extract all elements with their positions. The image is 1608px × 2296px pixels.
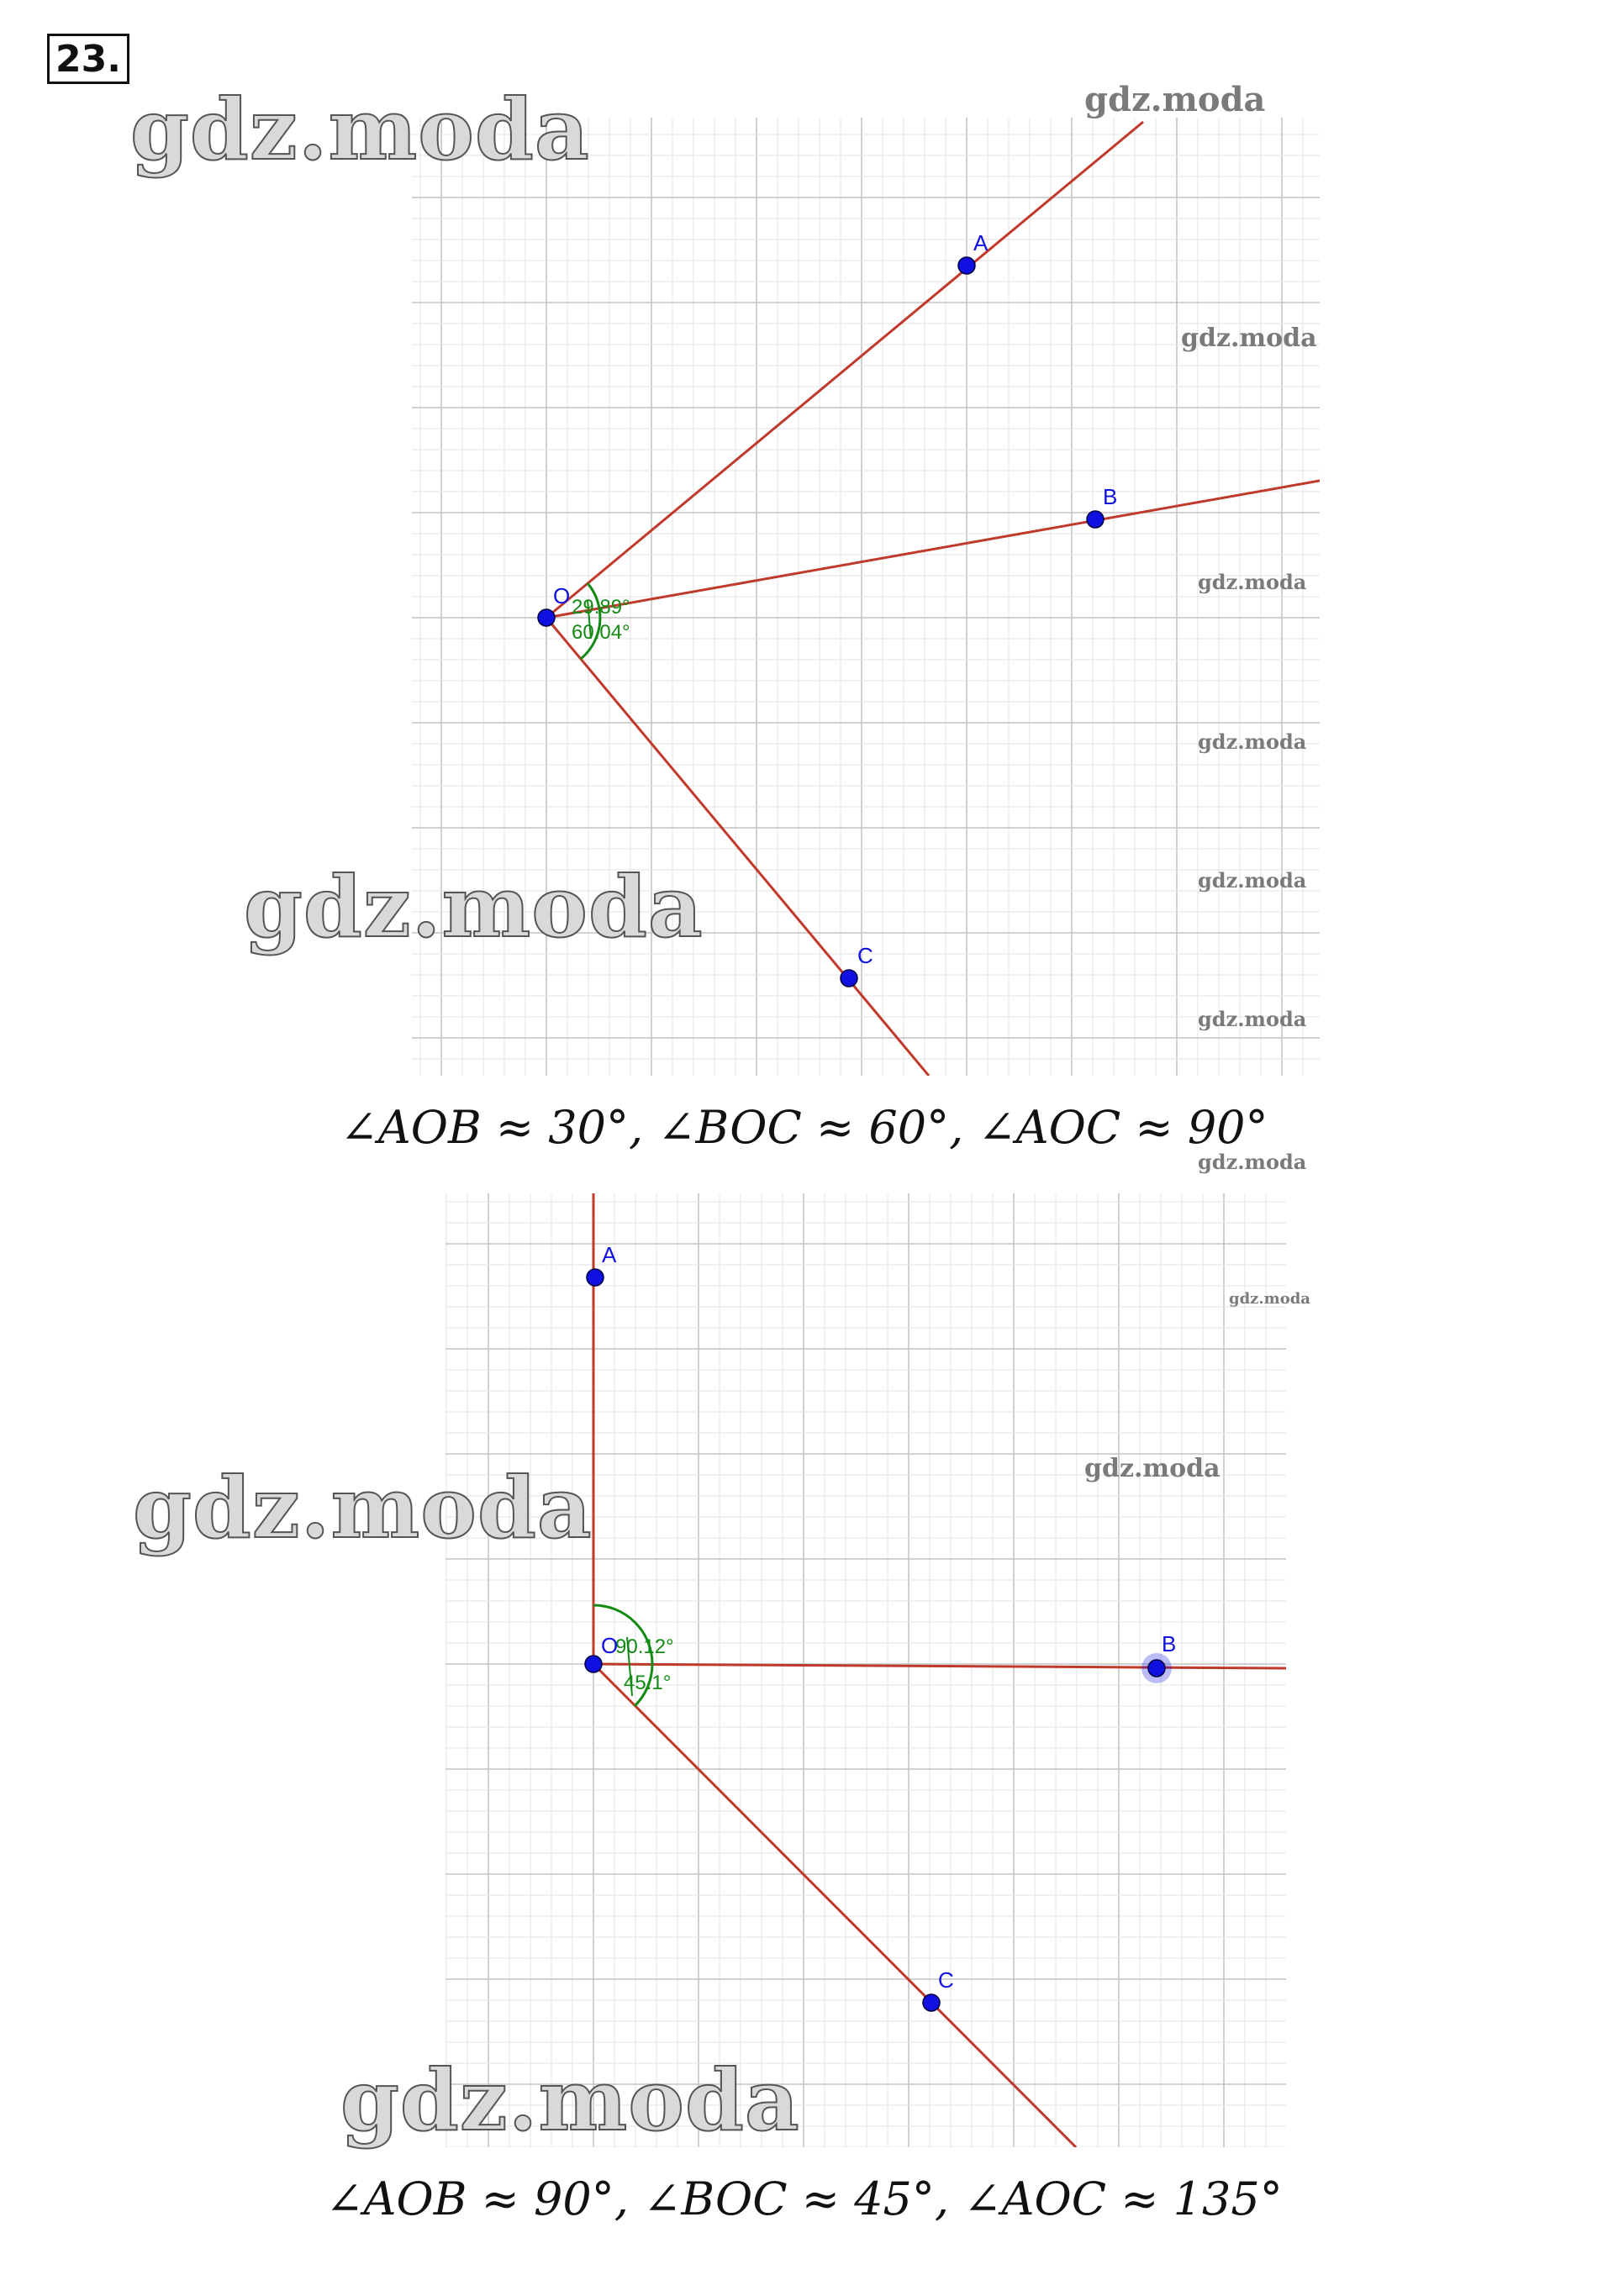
ray-oa bbox=[546, 122, 1143, 618]
watermark: gdz.moda bbox=[1198, 868, 1307, 893]
ray-ob bbox=[546, 481, 1320, 618]
label-a: A bbox=[602, 1242, 617, 1267]
angle-label-boc: 45.1° bbox=[624, 1672, 672, 1694]
watermark: gdz.moda bbox=[1198, 570, 1307, 594]
point-b[interactable] bbox=[1148, 1660, 1165, 1677]
watermark: gdz.moda bbox=[1198, 1007, 1307, 1031]
point-o[interactable] bbox=[538, 609, 555, 626]
label-b: B bbox=[1103, 484, 1118, 509]
caption-2: ∠AOB ≈ 90°, ∠BOC ≈ 45°, ∠AOC ≈ 135° bbox=[325, 2172, 1283, 2225]
label-a: A bbox=[973, 230, 989, 255]
point-o[interactable] bbox=[585, 1656, 602, 1672]
ray-oc bbox=[546, 618, 929, 1076]
diagram-2 bbox=[445, 1193, 1286, 2147]
label-c: C bbox=[857, 943, 873, 968]
watermark: gdz.moda bbox=[244, 857, 704, 956]
watermark: gdz.moda bbox=[1229, 1290, 1310, 1308]
watermark: gdz.moda bbox=[130, 80, 590, 179]
label-c: C bbox=[938, 1967, 954, 1993]
label-b: B bbox=[1162, 1631, 1177, 1656]
point-c[interactable] bbox=[841, 970, 857, 987]
point-a[interactable] bbox=[958, 257, 975, 274]
watermark: gdz.moda bbox=[133, 1458, 593, 1557]
point-c[interactable] bbox=[923, 1994, 940, 2011]
angle-label-aob: 29.89° bbox=[572, 596, 630, 619]
watermark: gdz.moda bbox=[340, 2051, 800, 2150]
watermark: gdz.moda bbox=[1198, 729, 1307, 754]
point-a[interactable] bbox=[587, 1269, 604, 1286]
label-o: O bbox=[553, 583, 571, 608]
angle-label-aob: 90.12° bbox=[615, 1635, 674, 1658]
watermark: gdz.moda bbox=[1084, 80, 1266, 119]
angle-label-boc: 60.04° bbox=[572, 621, 630, 644]
point-b[interactable] bbox=[1087, 511, 1104, 528]
caption-1: ∠AOB ≈ 30°, ∠BOC ≈ 60°, ∠AOC ≈ 90° bbox=[340, 1101, 1268, 1154]
watermark: gdz.moda bbox=[1198, 1150, 1307, 1174]
watermark: gdz.moda bbox=[1084, 1454, 1220, 1483]
task-number: 23. bbox=[47, 34, 129, 84]
label-o: O bbox=[601, 1633, 619, 1658]
watermark: gdz.moda bbox=[1181, 324, 1317, 353]
